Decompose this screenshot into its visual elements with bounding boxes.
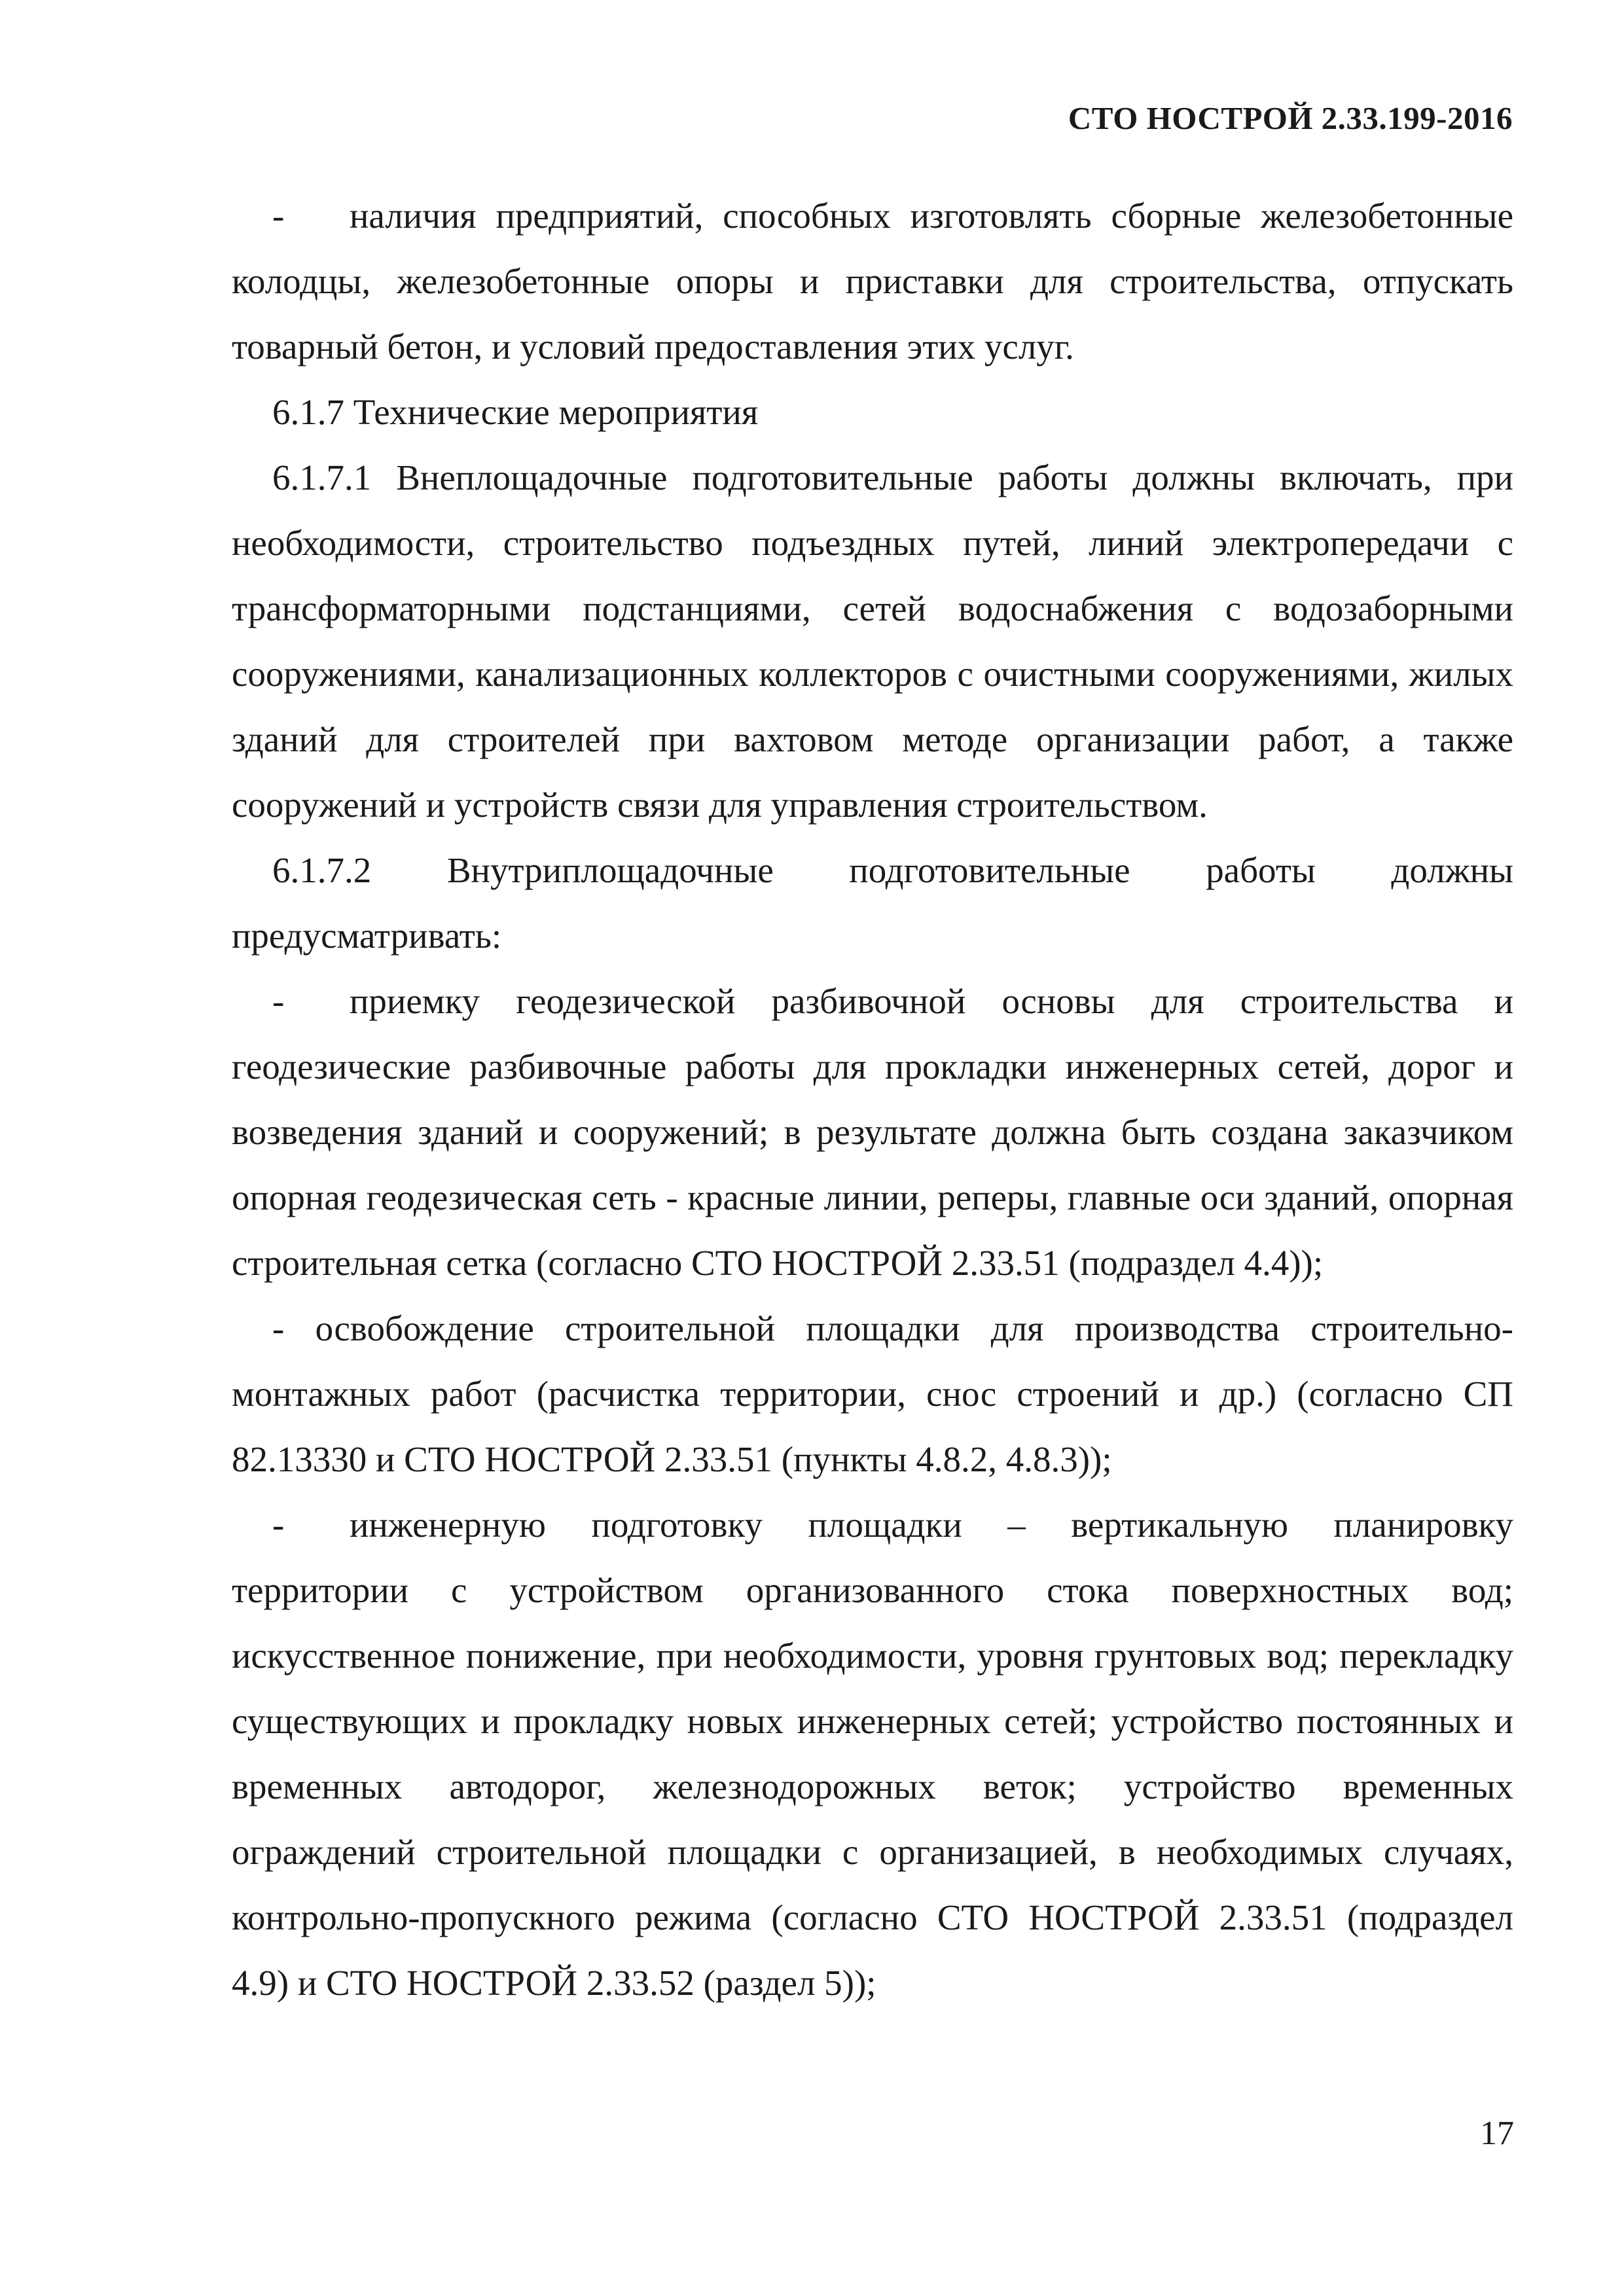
document-code-header: СТО НОСТРОЙ 2.33.199-2016 (1068, 100, 1513, 136)
list-item-text: приемку геодезической разбивочной основы для строительства и геодезические разбивочные работы для прокладки инженерных сетей, дорог и возведения зданий и сооружений; в результате должна быть создана заказчиком опорная геодезическая сеть - красные линии, реперы, главные оси зданий, опорная строительная сетка (согласно СТО НОСТРОЙ 2.33.51 (подраздел 4.4)); (232, 981, 1513, 1283)
document-body (232, 183, 1513, 2016)
list-dash: - (272, 1505, 285, 1545)
clause-6-1-7-2: 6.1.7.2 Внутриплощадочные подготовительные работы должны предусматривать: (232, 850, 1513, 956)
list-item-engineering-prep (232, 1492, 1513, 2016)
list-dash: - (272, 196, 285, 236)
list-dash: - (272, 981, 285, 1021)
page-number: 17 (1480, 2115, 1514, 2152)
list-item-site-clearing: - освобождение строительной площадки для производства строительно-монтажных работ (расчистка территории, снос строений и др.) (согласно СП 82.13330 и СТО НОСТРОЙ 2.33.51 (пункты 4.8.2, 4.8.3)); (232, 1308, 1513, 1479)
list-item-text: инженерную подготовку площадки – вертикальную планировку территории с устройством организованного стока поверхностных вод; искусственное понижение, при необходимости, уровня грунтовых вод; перекладку существующих и прокладку новых инженерных сетей; устройство постоянных и временных автодорог, железнодорожных веток; устройство временных ограждений строительной площадки с организацией, в необходимых случаях, контрольно-пропускного режима (согласно СТО НОСТРОЙ 2.33.51 (подраздел 4.9) и СТО НОСТРОЙ 2.33.52 (раздел 5)); (232, 1505, 1513, 2003)
list-item-enterprises (232, 183, 1513, 380)
section-heading-6-1-7: 6.1.7 Технические мероприятия (272, 392, 759, 432)
list-item-geodetic (232, 969, 1513, 1296)
clause-6-1-7-1: 6.1.7.1 Внеплощадочные подготовительные работы должны включать, при необходимости, строительство подъездных путей, линий электропередачи с трансформаторными подстанциями, сетей водоснабжения с водозаборными сооружениями, канализационных коллекторов с очистными сооружениями, жилых зданий для строителей при вахтовом методе организации работ, а также сооружений и устройств связи для управления строительством. (232, 457, 1513, 825)
list-item-text: наличия предприятий, способных изготовлять сборные железобетонные колодцы, железобетонные опоры и приставки для строительства, отпускать товарный бетон, и условий предоставления этих услуг. (232, 196, 1513, 367)
